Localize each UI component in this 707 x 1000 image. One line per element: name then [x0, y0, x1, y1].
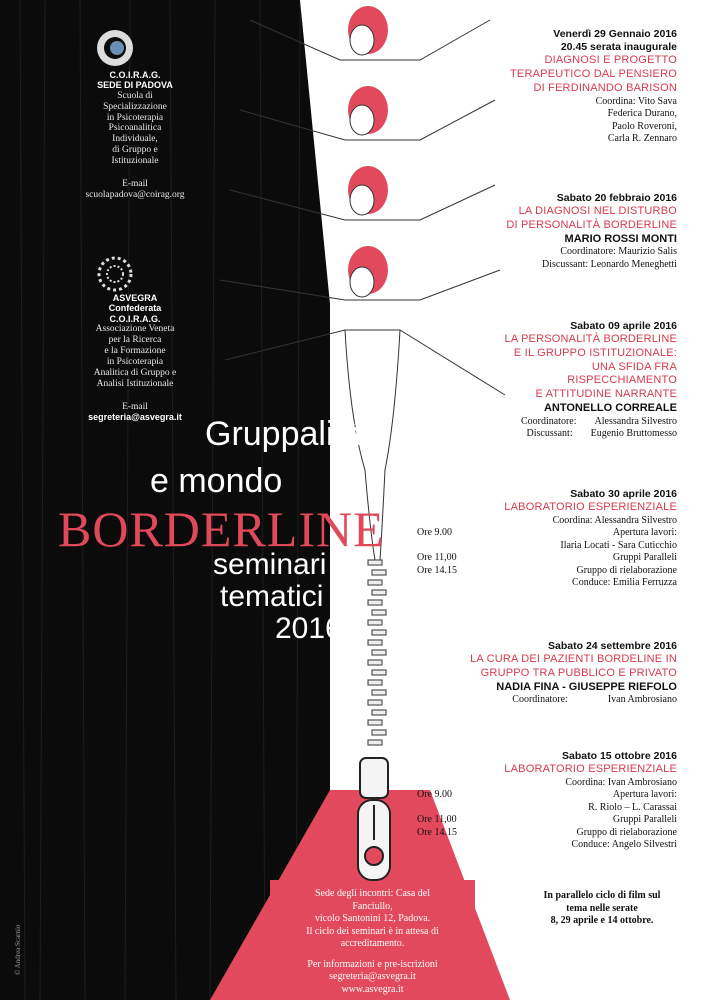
- event-title: RISPECCHIAMENTO: [567, 374, 677, 387]
- title-line-6: 2016: [275, 612, 342, 645]
- event-title: LABORATORIO ESPERIENZIALE: [504, 763, 677, 776]
- asvegra-desc-4: Analitica di Gruppo e: [93, 367, 177, 378]
- event-line: Coordina: Vito Sava: [595, 95, 677, 107]
- event-row: [417, 428, 677, 441]
- event-row-label: Coordinatore:: [512, 694, 568, 706]
- event-row: [417, 527, 677, 540]
- event-line: Carla R. Zennaro: [607, 133, 677, 144]
- event-row-label: Coordinatore:: [520, 415, 577, 427]
- event-row-label: Ore 14.15: [417, 564, 457, 576]
- artist-credit: © Andrea Scarnio: [14, 924, 22, 975]
- event-row: [417, 814, 677, 827]
- event-row: [387, 694, 677, 707]
- asvegra-confederata: Confederata: [108, 303, 162, 314]
- coirag-email-label: E-mail: [122, 179, 148, 190]
- asvegra-email[interactable]: segreteria@asvegra.it: [88, 412, 182, 423]
- event-title: UNA SFIDA FRA: [591, 360, 677, 373]
- event-row-value: Conduce: Emilia Ferruzza: [572, 577, 677, 589]
- event-row-value: R. Riolo – L. Carassai: [588, 801, 677, 813]
- coirag-desc-0: Scuola di: [117, 90, 153, 101]
- asvegra-desc-1: per la Ricerca: [108, 334, 162, 345]
- title-line-5: tematici: [220, 580, 324, 613]
- asvegra-desc-3: in Psicoterapia: [106, 356, 164, 367]
- event-row: [417, 565, 677, 578]
- event-date: Sabato 20 febbraio 2016: [556, 192, 677, 204]
- venue-line: Sede degli incontri: Casa del: [315, 888, 430, 899]
- asvegra-name: ASVEGRA: [112, 293, 158, 303]
- event-row-label: Ore 9.00: [417, 527, 452, 539]
- event-date: Sabato 30 aprile 2016: [570, 488, 677, 500]
- event-line: Federica Durano,: [607, 108, 677, 119]
- event-line: Coordina: Ivan Ambrosiano: [565, 776, 677, 788]
- asvegra-block: [60, 293, 210, 423]
- event-row-label: Ore 9.00: [417, 789, 452, 801]
- asvegra-email-label: E-mail: [122, 401, 148, 412]
- film-note: [527, 890, 677, 928]
- event-row: [417, 789, 677, 802]
- event-date: Sabato 24 settembre 2016: [548, 640, 677, 652]
- event-row-value: Gruppo di rielaborazione: [576, 564, 677, 576]
- event-row: [417, 802, 677, 815]
- event-title: LA PERSONALITÀ BORDERLINE: [504, 333, 677, 346]
- event-date: Venerdì 29 Gennaio 2016: [553, 28, 677, 40]
- event-5: [387, 640, 677, 707]
- event-row: [417, 416, 677, 429]
- event-row: [417, 577, 677, 590]
- event-row: [417, 839, 677, 852]
- venue-line: vicolo Santonini 12, Padova.: [314, 913, 431, 924]
- event-title: TERAPEUTICO DAL PENSIERO: [510, 68, 677, 80]
- event-date: Sabato 15 ottobre 2016: [562, 750, 677, 762]
- event-title: LA CURA DEI PAZIENTI BORDELINE IN: [470, 653, 677, 666]
- event-row-value: Ilaria Locati - Sara Cuticchio: [560, 539, 677, 551]
- event-line: Paolo Roveroni,: [612, 120, 677, 132]
- event-title: DI PERSONALITÀ BORDERLINE: [506, 218, 677, 231]
- venue-email[interactable]: segreteria@asvegra.it: [329, 971, 416, 982]
- event-row-label: Discussant:: [526, 428, 573, 440]
- venue-info: Per informazioni e pre-iscrizioni: [307, 958, 438, 970]
- event-row-value: Apertura lavori:: [612, 527, 677, 539]
- coirag-sede: SEDE DI PADOVA: [97, 80, 173, 91]
- event-date: Sabato 09 aprile 2016: [570, 320, 677, 332]
- title-line-4: seminari: [213, 548, 327, 581]
- coirag-desc-6: Istituzionale: [111, 156, 159, 167]
- event-row-value: Gruppi Paralleli: [612, 552, 677, 564]
- venue-web[interactable]: www.asvegra.it: [341, 983, 404, 995]
- coirag-desc-4: Individuale,: [112, 134, 158, 145]
- event-row: [417, 540, 677, 553]
- event-line: Coordina: Alessandra Silvestro: [552, 514, 677, 526]
- event-row-value: Eugenio Bruttomesso: [590, 428, 677, 440]
- title-line-1: Gruppalità: [205, 415, 362, 453]
- event-time: 20.45 serata inaugurale: [560, 41, 677, 54]
- venue-line: accreditamento.: [340, 938, 405, 949]
- event-row-value: Apertura lavori:: [612, 789, 677, 801]
- coirag-desc-5: di Gruppo e: [112, 145, 158, 156]
- event-title: E IL GRUPPO ISTITUZIONALE:: [513, 346, 677, 359]
- event-row-value: Conduce: Angelo Silvestri: [571, 839, 677, 851]
- asvegra-desc-2: e la Formazione: [104, 345, 166, 356]
- event-6: [417, 750, 677, 852]
- event-3: [417, 320, 677, 441]
- asvegra-desc-5: Analisi Istituzionale: [96, 378, 174, 389]
- event-row-value: Gruppi Paralleli: [612, 814, 677, 826]
- event-4: [417, 488, 677, 590]
- event-row-label: Ore 11,00: [417, 814, 457, 826]
- film-line: tema nelle serate: [566, 902, 638, 914]
- asvegra-desc-0: Associazione Veneta: [95, 324, 175, 335]
- asvegra-coirag: C.O.I.R.A.G.: [109, 313, 161, 324]
- event-row-label: Ore 11,00: [417, 552, 457, 564]
- event-line: Discussant: Leonardo Meneghetti: [542, 258, 677, 270]
- coirag-email[interactable]: scuolapadova@coirag.org: [85, 190, 185, 201]
- event-title: E ATTITUDINE NARRANTE: [535, 388, 677, 401]
- event-row-label: Ore 14.15: [417, 826, 457, 838]
- event-title: DIAGNOSI E PROGETTO: [544, 54, 677, 67]
- coirag-desc-2: in Psicoterapia: [106, 112, 164, 123]
- event-row: [417, 827, 677, 840]
- film-line: 8, 29 aprile e 14 ottobre.: [550, 915, 654, 926]
- event-2: [417, 192, 677, 271]
- event-title: LABORATORIO ESPERIENZIALE: [504, 501, 677, 514]
- venue-line: Il ciclo dei seminari è in attesa di: [306, 925, 439, 937]
- event-speaker: ANTONELLO CORREALE: [543, 401, 677, 414]
- event-title: GRUPPO TRA PUBBLICO E PRIVATO: [480, 666, 677, 679]
- asvegra-logo-icon: [97, 256, 133, 292]
- coirag-desc-3: Psicoanalitica: [108, 123, 162, 134]
- coirag-name: C.O.I.R.A.G.: [109, 70, 161, 80]
- event-row: [417, 552, 677, 565]
- coirag-logo-icon: [95, 28, 135, 68]
- event-title: DI FERDINANDO BARISON: [533, 81, 677, 94]
- event-title: LA DIAGNOSI NEL DISTURBO: [518, 205, 677, 218]
- event-row-value: Gruppo di rielaborazione: [576, 826, 677, 838]
- venue-line: Fanciullo,: [352, 900, 393, 912]
- event-line: Coordinatore: Maurizio Salis: [560, 246, 677, 258]
- event-speaker: NADIA FINA - GIUSEPPE RIEFOLO: [496, 680, 677, 693]
- title-line-2: e mondo: [150, 462, 283, 500]
- title-line-3: BORDERLINE: [58, 501, 385, 557]
- event-row-value: Alessandra Silvestro: [594, 415, 677, 427]
- film-line: In parallelo ciclo di film sul: [543, 890, 661, 901]
- venue-block: [270, 888, 475, 996]
- event-row-value: Ivan Ambrosiano: [607, 694, 677, 706]
- coirag-block: [60, 70, 210, 201]
- event-speaker: MARIO ROSSI MONTI: [564, 232, 677, 245]
- coirag-desc-1: Specializzazione: [103, 101, 167, 112]
- event-1: [417, 28, 677, 146]
